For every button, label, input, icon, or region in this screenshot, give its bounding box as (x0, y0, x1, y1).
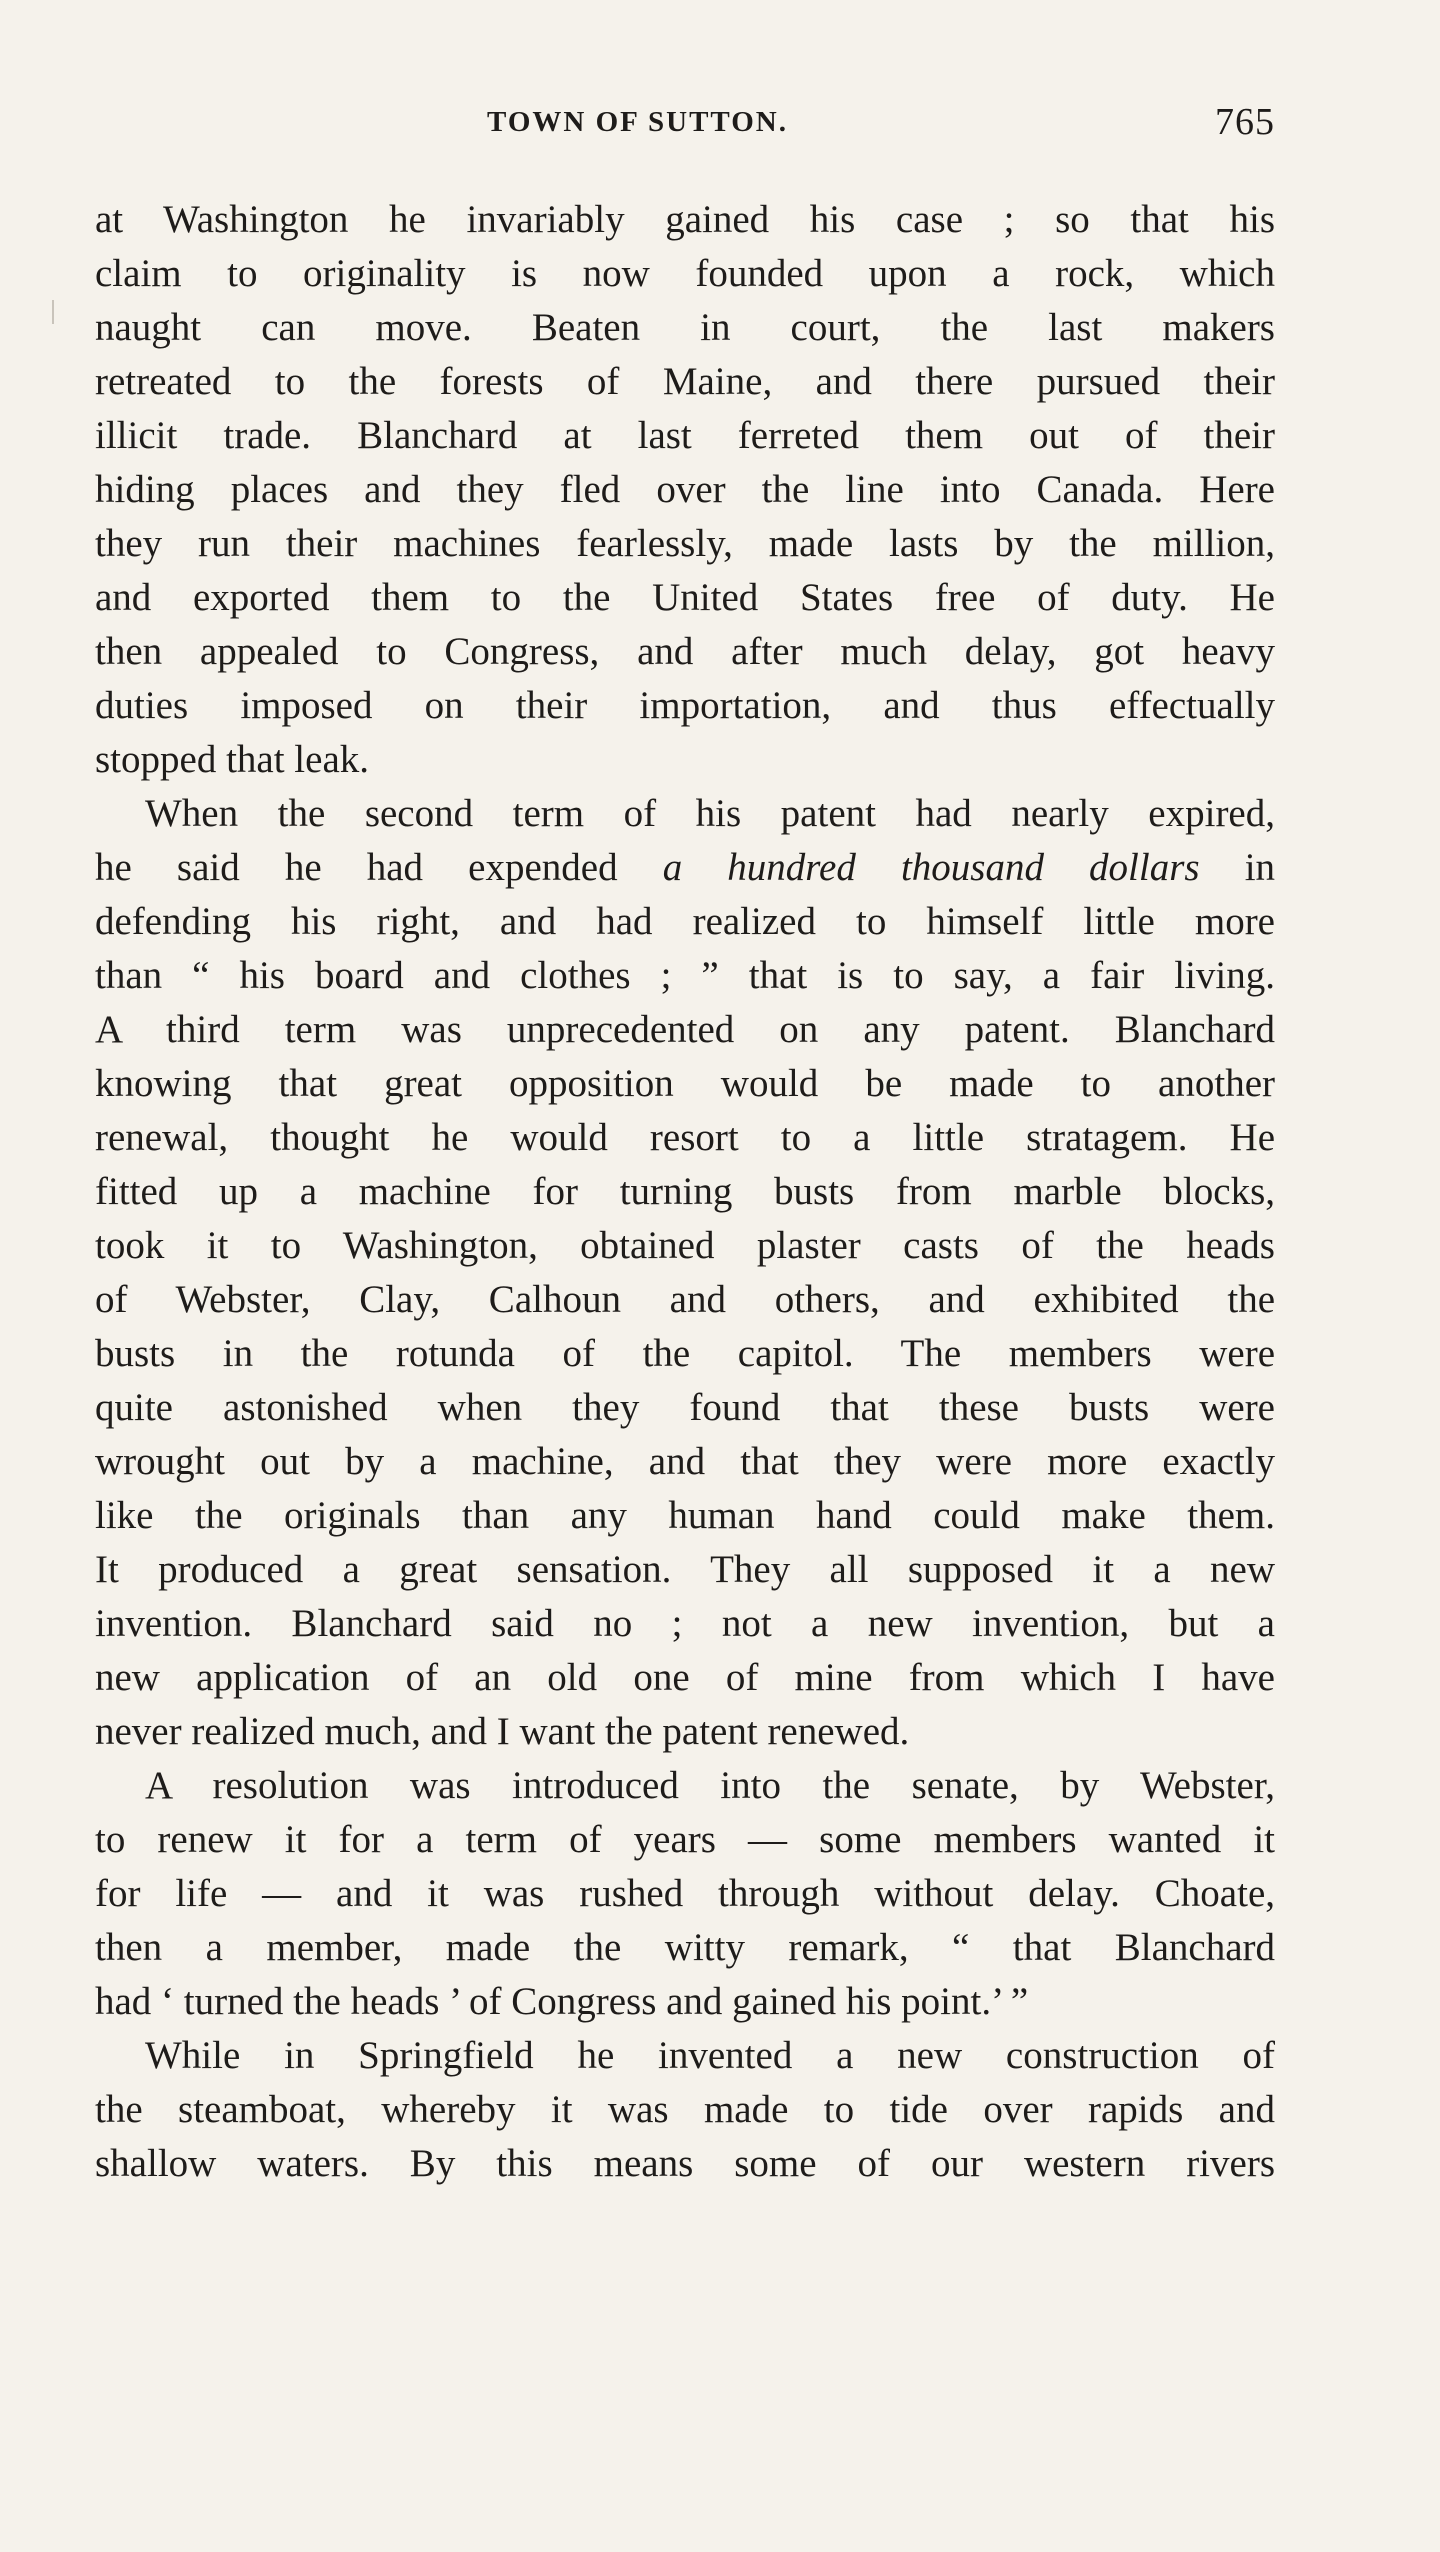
text-line: It produced a great sensation. They all supposed it a new (95, 1548, 1275, 1591)
text-line: claim to originality is now founded upon a rock, which (95, 252, 1275, 295)
text-line: duties imposed on their importation, and thus effectually (95, 684, 1275, 727)
text-line: A resolution was introduced into the senate, by Webster, (145, 1764, 1275, 1807)
text-line: While in Springfield he invented a new construction of (145, 2034, 1275, 2077)
text-line: then appealed to Congress, and after much delay, got heavy (95, 630, 1275, 673)
text-line: took it to Washington, obtained plaster casts of the heads (95, 1224, 1275, 1267)
text-line: wrought out by a machine, and that they were more exactly (95, 1440, 1275, 1483)
text-line: at Washington he invariably gained his case ; so that his (95, 198, 1275, 241)
running-title: TOWN OF SUTTON. (487, 106, 788, 138)
text-line: had ‘ turned the heads ’ of Congress and gained his point.’ ” (95, 1980, 1029, 2023)
text-line: quite astonished when they found that these busts were (95, 1386, 1275, 1429)
text-fragment: in (1244, 846, 1276, 889)
text-line: naught can move. Beaten in court, the last makers (95, 306, 1275, 349)
italic-phrase: a hundred thousand dollars (662, 846, 1200, 889)
text-line: to renew it for a term of years — some members wanted it (95, 1818, 1275, 1861)
page-header (95, 102, 1275, 152)
text-line: then a member, made the witty remark, “ that Blanchard (95, 1926, 1275, 1969)
text-line: for life — and it was rushed through without delay. Choate, (95, 1872, 1275, 1915)
text-line: new application of an old one of mine from which I have (95, 1656, 1275, 1699)
margin-mark (52, 300, 54, 324)
text-line: invention. Blanchard said no ; not a new invention, but a (95, 1602, 1275, 1645)
text-line: renewal, thought he would resort to a little stratagem. He (95, 1116, 1275, 1159)
text-line: they run their machines fearlessly, made lasts by the million, (95, 522, 1275, 565)
text-line: busts in the rotunda of the capitol. The members were (95, 1332, 1275, 1375)
page-number: 765 (1215, 101, 1275, 143)
text-line: knowing that great opposition would be made to another (95, 1062, 1275, 1105)
text-line: than “ his board and clothes ; ” that is to say, a fair living. (95, 954, 1275, 997)
text-line-with-italic (95, 841, 1275, 895)
text-line: fitted up a machine for turning busts from marble blocks, (95, 1170, 1275, 1213)
text-line: retreated to the forests of Maine, and there pursued their (95, 360, 1275, 403)
text-line: defending his right, and had realized to himself little more (95, 900, 1275, 943)
text-line: stopped that leak. (95, 738, 370, 781)
text-line (95, 787, 1275, 841)
text-line: hiding places and they fled over the line into Canada. Here (95, 468, 1275, 511)
text-fragment: he said he had expended (95, 846, 618, 889)
text-line: of Webster, Clay, Calhoun and others, and exhibited the (95, 1278, 1275, 1321)
text-line: shallow waters. By this means some of our western rivers (95, 2142, 1275, 2185)
text-line: and exported them to the United States free of duty. He (95, 576, 1275, 619)
page-body (95, 193, 1275, 2191)
text-line: the steamboat, whereby it was made to tide over rapids and (95, 2088, 1275, 2131)
text-line: A third term was unprecedented on any patent. Blanchard (95, 1008, 1275, 1051)
text-line: never realized much, and I want the patent renewed. (95, 1710, 910, 1753)
text-fragment: When the second term of his patent had nearly expired, (145, 792, 1275, 835)
text-line: like the originals than any human hand could make them. (95, 1494, 1275, 1537)
text-line: illicit trade. Blanchard at last ferreted them out of their (95, 414, 1275, 457)
